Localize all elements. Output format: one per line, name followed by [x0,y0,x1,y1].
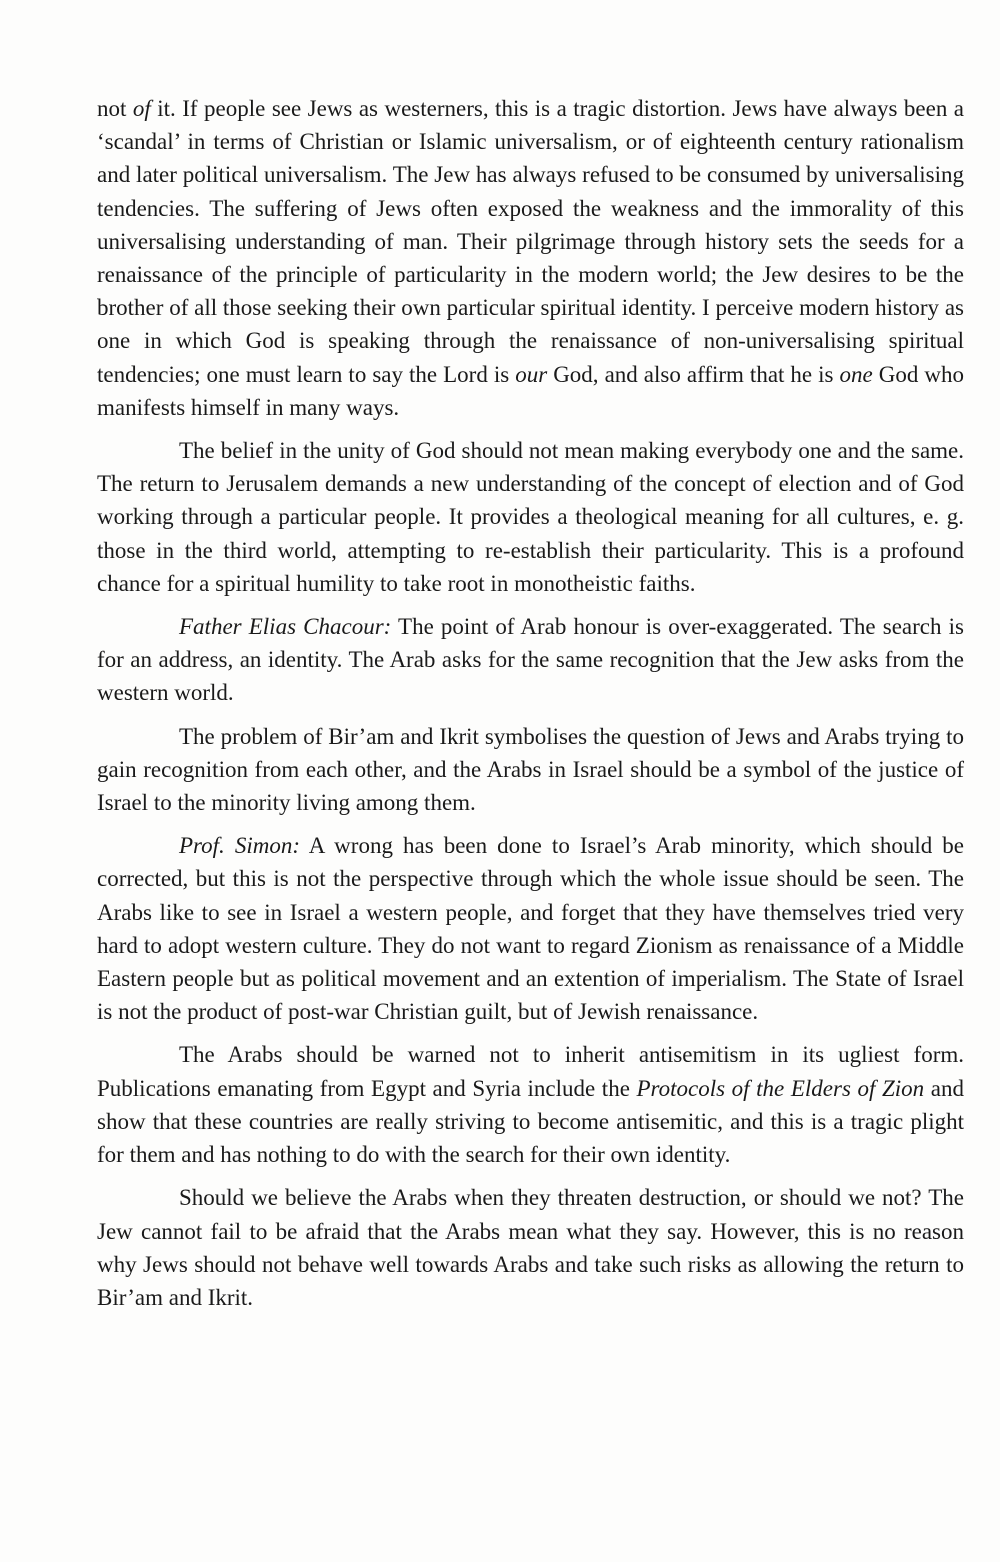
italic-span: of [132,96,151,121]
body-text [97,92,964,1324]
paragraph-6 [97,1038,964,1171]
italic-span: our [515,361,548,387]
text-span: it. If people see Jews as westerners, this is a tragic distortion. Jews have always been a ‘scandal’ in terms of Christian or Islamic universalism, or of eighteenth century rationalism and later political universalism. The Jew has always refused to be consumed by universalising tendencies. The suffering of Jews often exposed the weakness and the immorality of this universalising understanding of man. Their pilgrimage through history sets the seeds for a renaissance of the principle of particularity in the modern world; the Jew desires to be the brother of all those seeking their own particular spiritual identity. I perceive modern history as one in which God is speaking through the renaissance of non-universalising spiritual tendencies; one must learn to say the Lord is [97,96,965,387]
text-span: The point of Arab honour is over-exaggerated. The search is for an address, an identity. The Arab asks for the same recognition that the Jew asks from the western world. [97,614,964,706]
text-span: The problem of Bir’am and Ikrit symbolises the question of Jews and Arabs trying to gain recognition from each other, and the Arabs in Israel should be a symbol of the justice of Israel to the minority living among them. [97,723,964,816]
text-span: The Arabs should be warned not to inherit antisemitism in its ugliest form. Publications emanating from Egypt and Syria include the [97,1042,964,1101]
text-span: Should we believe the Arabs when they threaten destruction, or should we not? The Jew cannot fail to be afraid that the Arabs mean what they say. However, this is no reason why Jews should not behave well towards Arabs and take such risks as allowing the return to Bir’am and Ikrit. [97,1185,964,1310]
paragraph-5 [97,829,964,1028]
text-span: A wrong has been done to Israel’s Arab minority, which should be corrected, but this is not the perspective through which the whole issue should be seen. The Arabs like to see in Israel a western people, and forget that they have themselves tried very hard to adopt western culture. They do not want to regard Zionism as renaissance of a Middle Eastern people but as political movement and an extention of imperialism. The State of Israel is not the product of post-war Christian guilt, but of Jewish renaissance. [97,833,964,1025]
text-span: God, and also affirm that he is [547,361,840,387]
paragraph-3 [97,610,964,710]
text-span: The belief in the unity of God should not mean making everybody one and the same. The return to Jerusalem demands a new understanding of the concept of election and of God working through a particular people. It provides a theological meaning for all cultures, e. g. those in the third world, attempting to re-establish their particularity. This is a profound chance for a spiritual humility to take root in monotheistic faiths. [97,438,964,596]
italic-span: Protocols of the Elders of Zion [636,1075,925,1101]
speaker-label: Prof. Simon: [179,833,300,859]
paragraph-4 [97,720,964,820]
paragraph-1 [97,92,964,424]
text-span: and show that these countries are really striving to become antisemitic, and this is a tragic plight for them and has nothing to do with the search for their own identity. [97,1075,964,1168]
speaker-label: Father Elias Chacour: [179,614,392,640]
text-span: not [97,96,133,121]
paragraph-2 [97,434,964,600]
paragraph-7 [97,1181,964,1314]
text-span: God who manifests himself in many ways. [97,361,964,420]
italic-span: one [839,361,873,387]
